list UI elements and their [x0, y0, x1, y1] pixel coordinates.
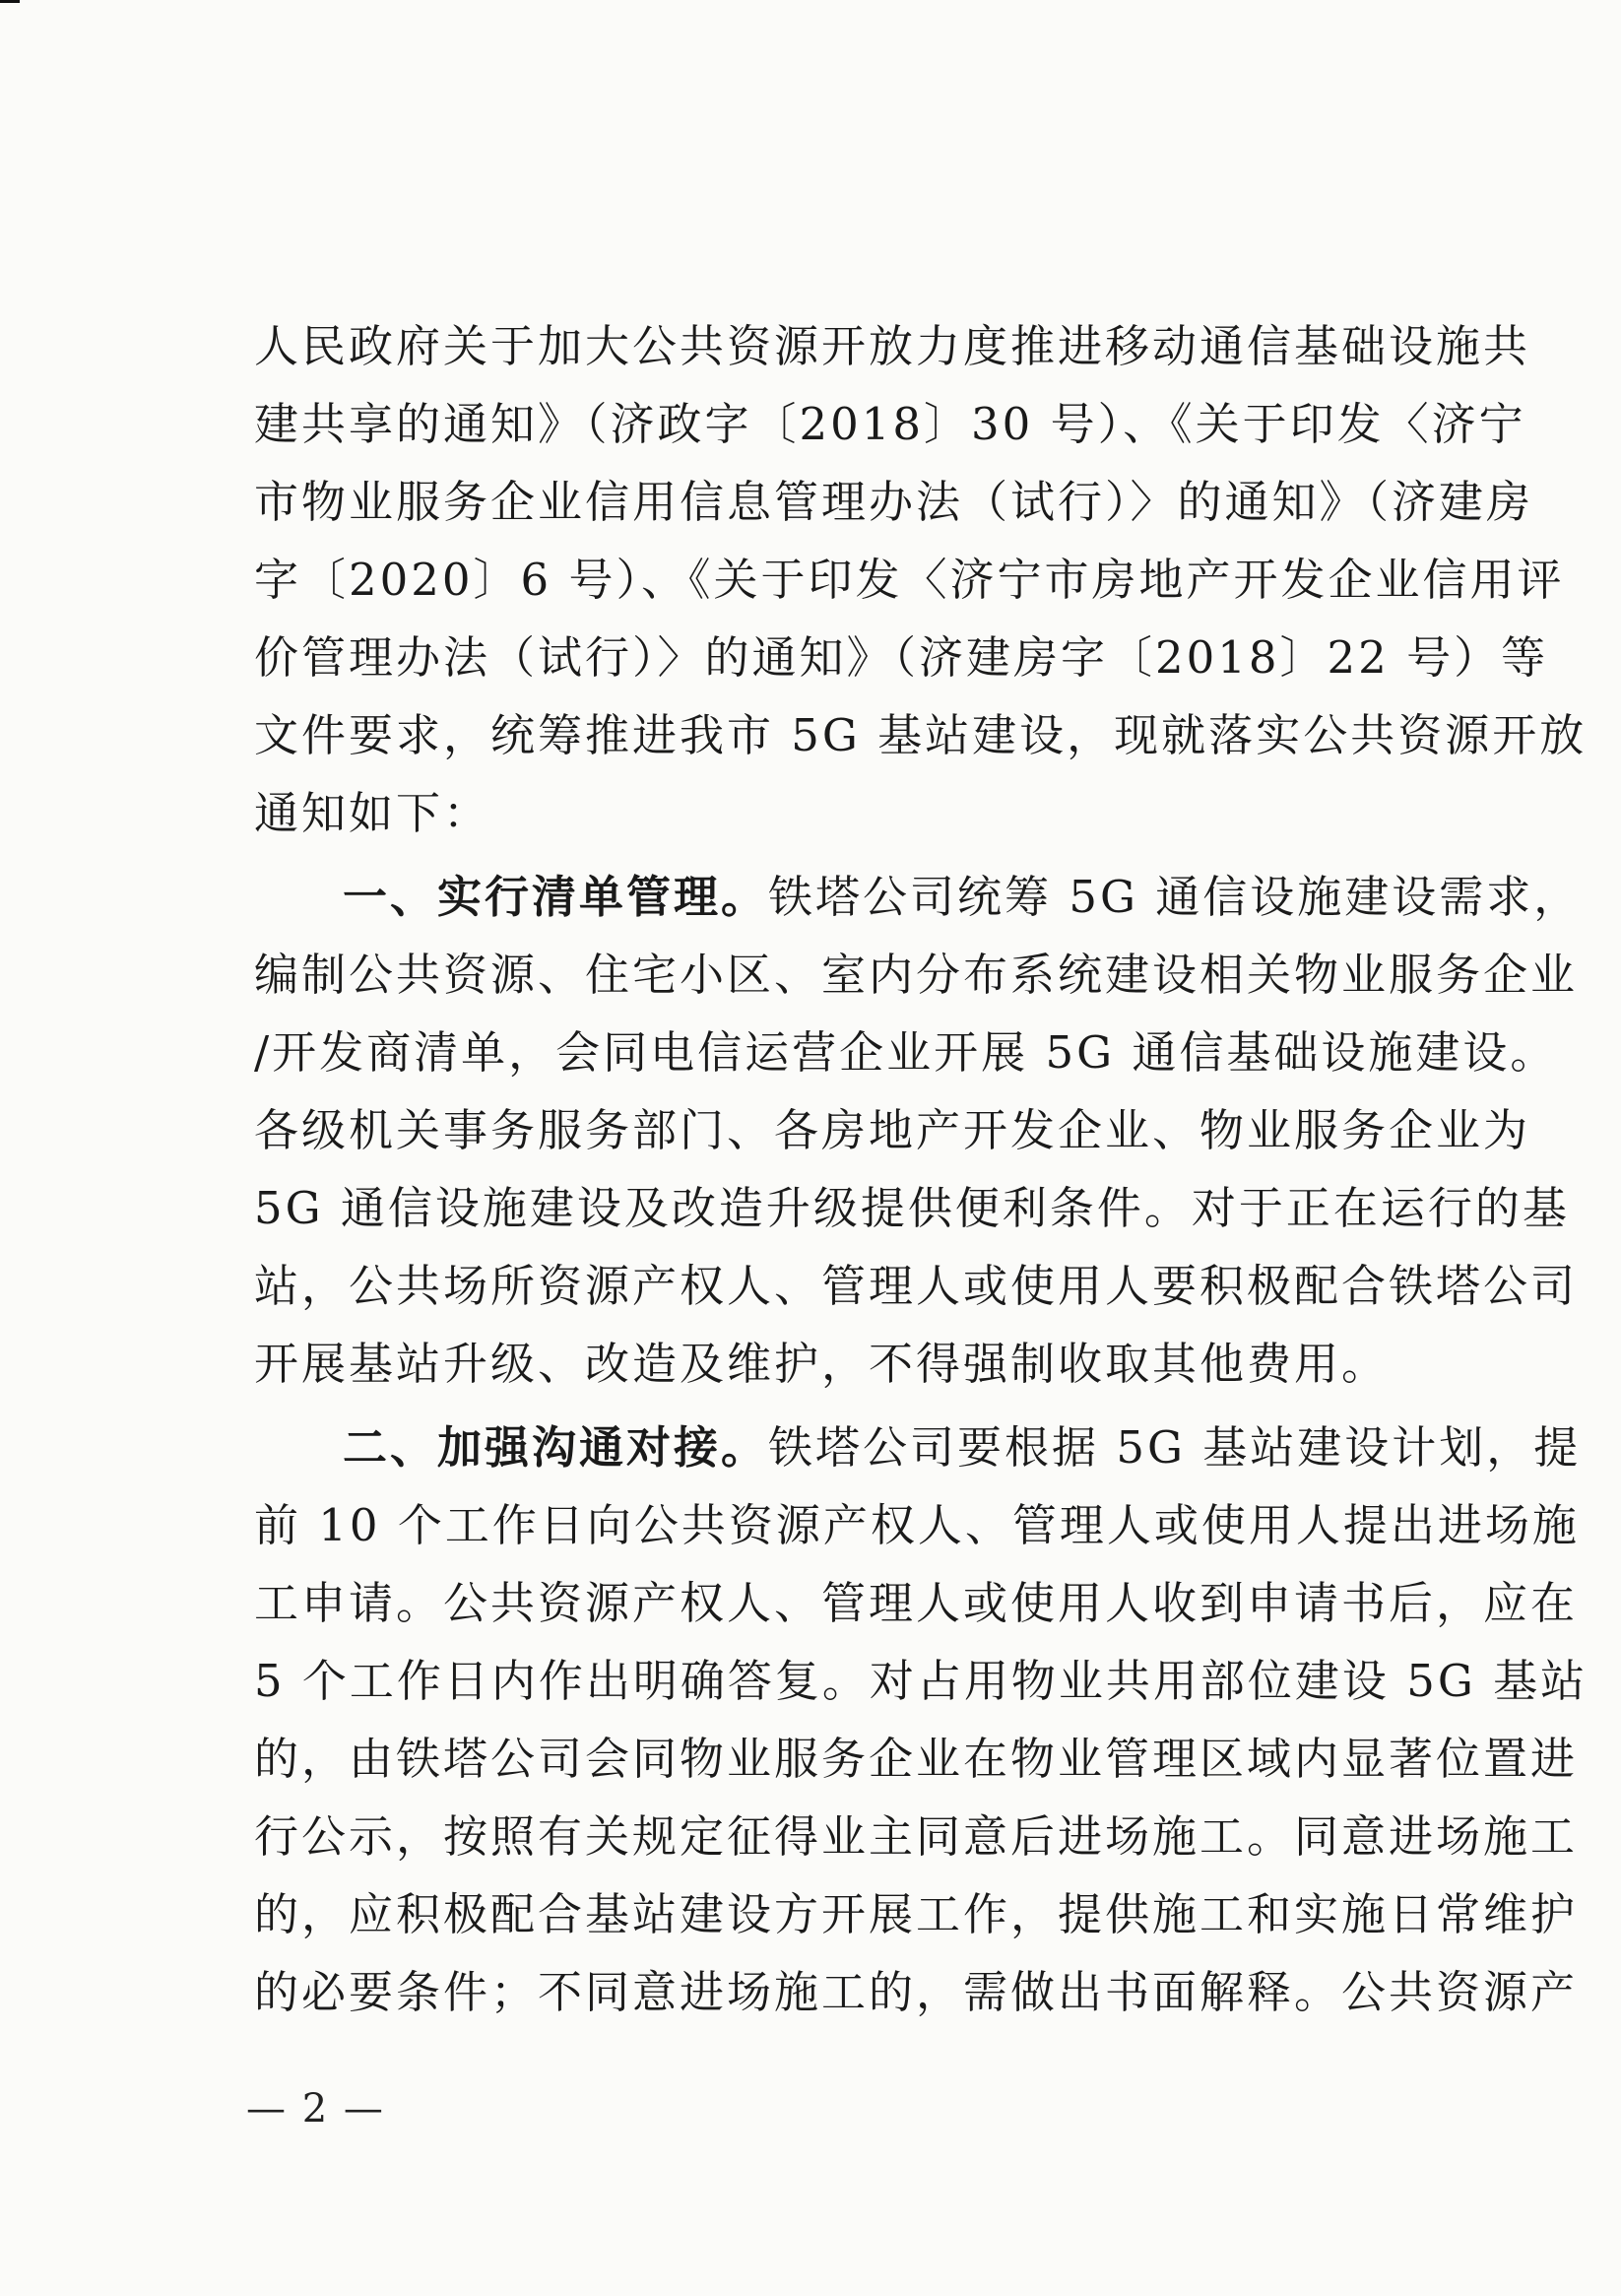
text-line: /开发商清单，会同电信运营企业开展 5G 通信基础设施建设。 [254, 1026, 1558, 1079]
section-1-first-line [254, 858, 1582, 936]
text-line: 的，由铁塔公司会同物业服务企业在物业管理区域内显著位置进 [254, 1733, 1579, 1785]
text-line: 字〔2020〕6 号）、《关于印发〈济宁市房地产开发企业信用评 [254, 554, 1565, 606]
text-line: 市物业服务企业信用信息管理办法（试行）〉的通知》（济建房 [254, 476, 1534, 528]
section-2-heading: 二、加强沟通对接。 [343, 1421, 769, 1474]
text-line: 通知如下： [254, 787, 491, 839]
section-1-first-line-text: 铁塔公司统筹 5G 通信设施建设需求， [768, 871, 1582, 923]
section-1-paragraph [254, 858, 1582, 1403]
text-line: 行公示，按照有关规定征得业主同意后进场施工。同意进场施工 [254, 1810, 1579, 1863]
text-line: 的必要条件；不同意进场施工的，需做出书面解释。公共资源产 [254, 1966, 1579, 2018]
text-line: 建共享的通知》（济政字〔2018〕30 号）、《关于印发〈济宁 [254, 398, 1526, 450]
section-2-first-line-text: 铁塔公司要根据 5G 基站建设计划，提 [768, 1421, 1582, 1474]
intro-paragraph [254, 307, 1588, 852]
text-line: 编制公共资源、住宅小区、室内分布系统建设相关物业服务企业 [254, 949, 1579, 1001]
text-line: 站，公共场所资源产权人、管理人或使用人要积极配合铁塔公司 [254, 1260, 1579, 1312]
text-line: 人民政府关于加大公共资源开放力度推进移动通信基础设施共 [254, 320, 1531, 372]
text-line: 5G 通信设施建设及改造升级提供便利条件。对于正在运行的基 [254, 1182, 1570, 1234]
text-line: 开展基站升级、改造及维护，不得强制收取其他费用。 [254, 1338, 1390, 1390]
section-2-first-line [254, 1409, 1582, 1486]
section-1-heading: 一、实行清单管理。 [343, 871, 769, 923]
scan-corner-mark [0, 0, 20, 3]
text-line: 5 个工作日内作出明确答复。对占用物业共用部位建设 5G 基站 [254, 1655, 1589, 1707]
document-body [254, 307, 1589, 2031]
text-line: 前 10 个工作日向公共资源产权人、管理人或使用人提出进场施 [254, 1499, 1580, 1551]
text-line: 的，应积极配合基站建设方开展工作，提供施工和实施日常维护 [254, 1888, 1579, 1940]
text-line: 价管理办法（试行）〉的通知》（济建房字〔2018〕22 号）等 [254, 631, 1549, 684]
text-line: 各级机关事务服务部门、各房地产开发企业、物业服务企业为 [254, 1104, 1531, 1156]
section-2-paragraph [254, 1409, 1589, 2031]
page-number: — 2 — [246, 2086, 385, 2132]
text-line: 文件要求，统筹推进我市 5G 基站建设，现就落实公共资源开放 [254, 709, 1588, 761]
text-line: 工申请。公共资源产权人、管理人或使用人收到申请书后，应在 [254, 1577, 1579, 1629]
